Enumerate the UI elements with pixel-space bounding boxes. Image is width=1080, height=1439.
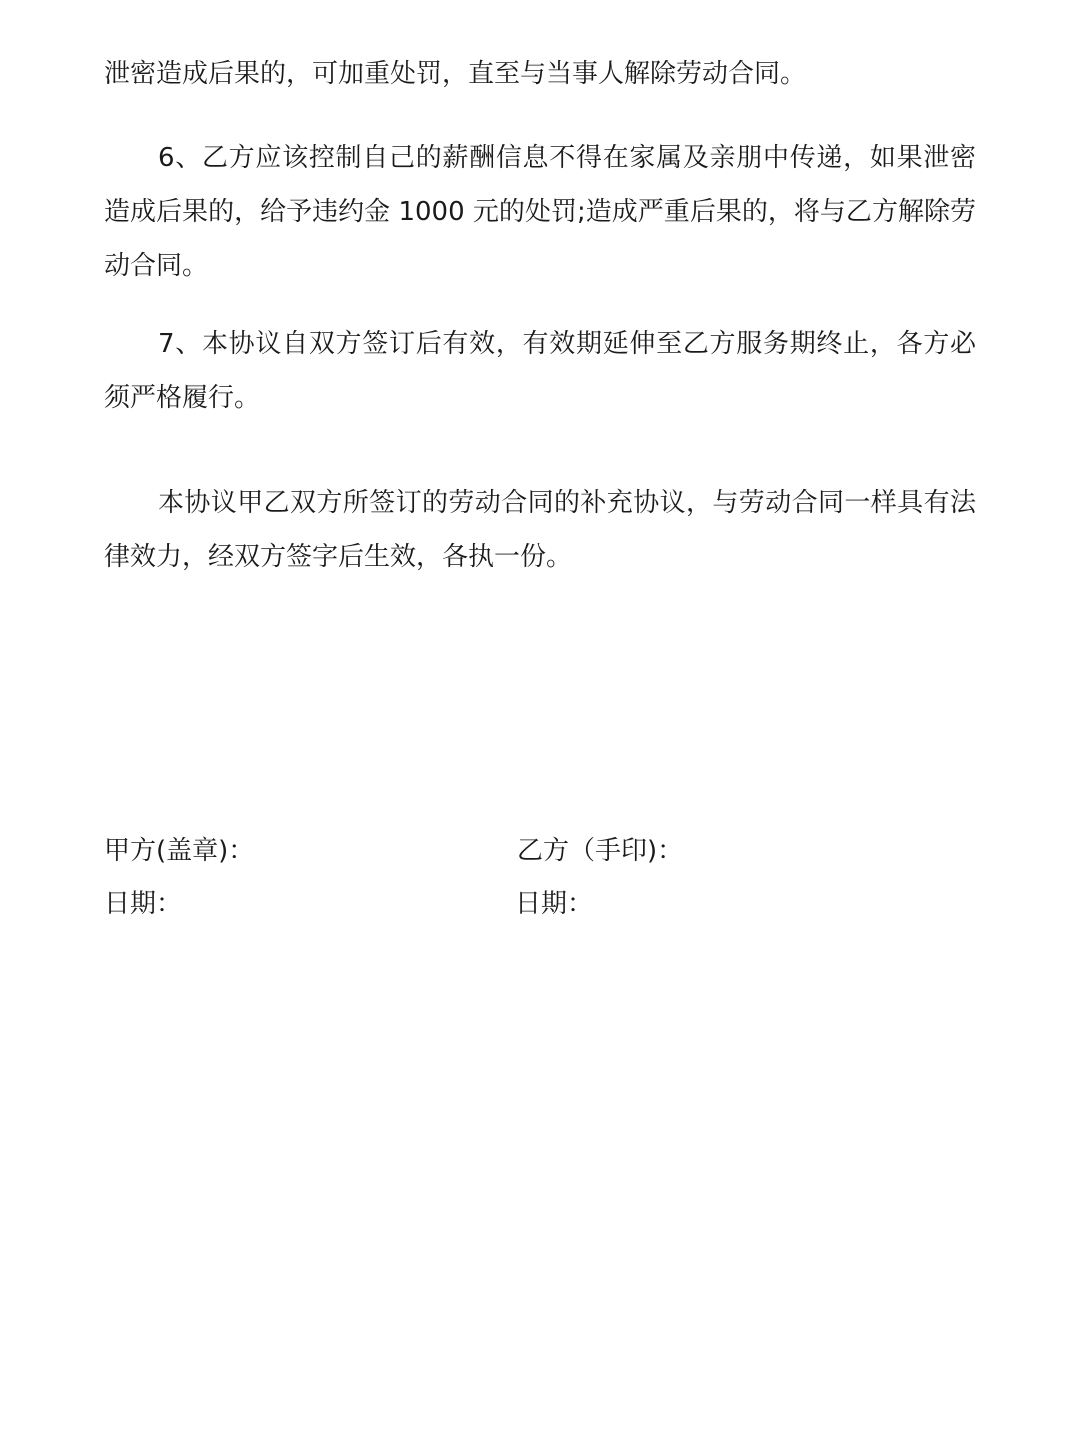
party-b-signature-label: 乙方（手印)： [517, 836, 684, 866]
paragraph-closing: 本协议甲乙双方所签订的劳动合同的补充协议，与劳动合同一样具有法律效力，经双方签字后生效，各执一份。 [104, 488, 976, 572]
paragraph-continuation: 泄密造成后果的，可加重处罚，直至与当事人解除劳动合同。 [104, 59, 807, 89]
paragraph-clause-7: 7、本协议自双方签订后有效，有效期延伸至乙方服务期终止，各方必须严格履行。 [104, 329, 976, 413]
paragraph-clause-6: 6、乙方应该控制自己的薪酬信息不得在家属及亲朋中传递，如果泄密造成后果的，给予违约金 1000 元的处罚;造成严重后果的，将与乙方解除劳动合同。 [104, 143, 976, 281]
party-a-date-label: 日期： [104, 889, 183, 919]
party-a-signature-label: 甲方(盖章)： [104, 836, 255, 866]
party-b-date-label: 日期： [515, 889, 594, 919]
